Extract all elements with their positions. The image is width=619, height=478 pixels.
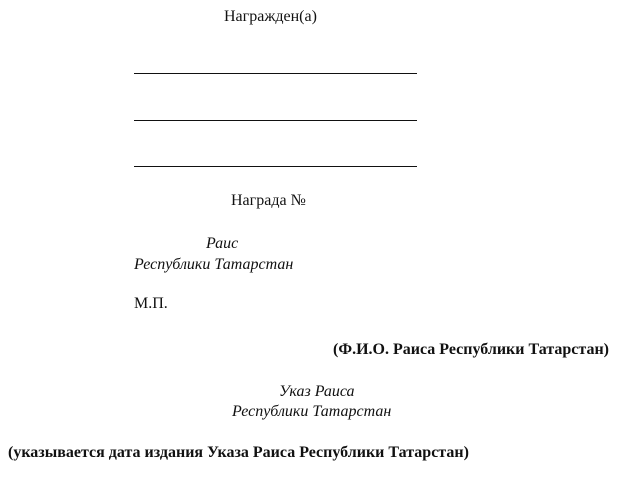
decree-title-line-1: Указ Раиса	[279, 383, 355, 400]
stamp-place-label: М.П.	[134, 295, 168, 312]
awarded-label: Награжден(а)	[224, 8, 317, 25]
award-number-label: Награда №	[231, 192, 306, 209]
rais-title-line-2: Республики Татарстан	[134, 256, 294, 273]
decree-date-note: (указывается дата издания Указа Раиса Республики Татарстан)	[8, 444, 469, 461]
recipient-name-line-3	[134, 166, 417, 167]
rais-name-placeholder: (Ф.И.О. Раиса Республики Татарстан)	[333, 341, 609, 358]
recipient-name-line-1	[134, 73, 417, 74]
rais-title-line-1: Раис	[206, 235, 239, 252]
decree-title-line-2: Республики Татарстан	[232, 403, 392, 420]
recipient-name-line-2	[134, 120, 417, 121]
